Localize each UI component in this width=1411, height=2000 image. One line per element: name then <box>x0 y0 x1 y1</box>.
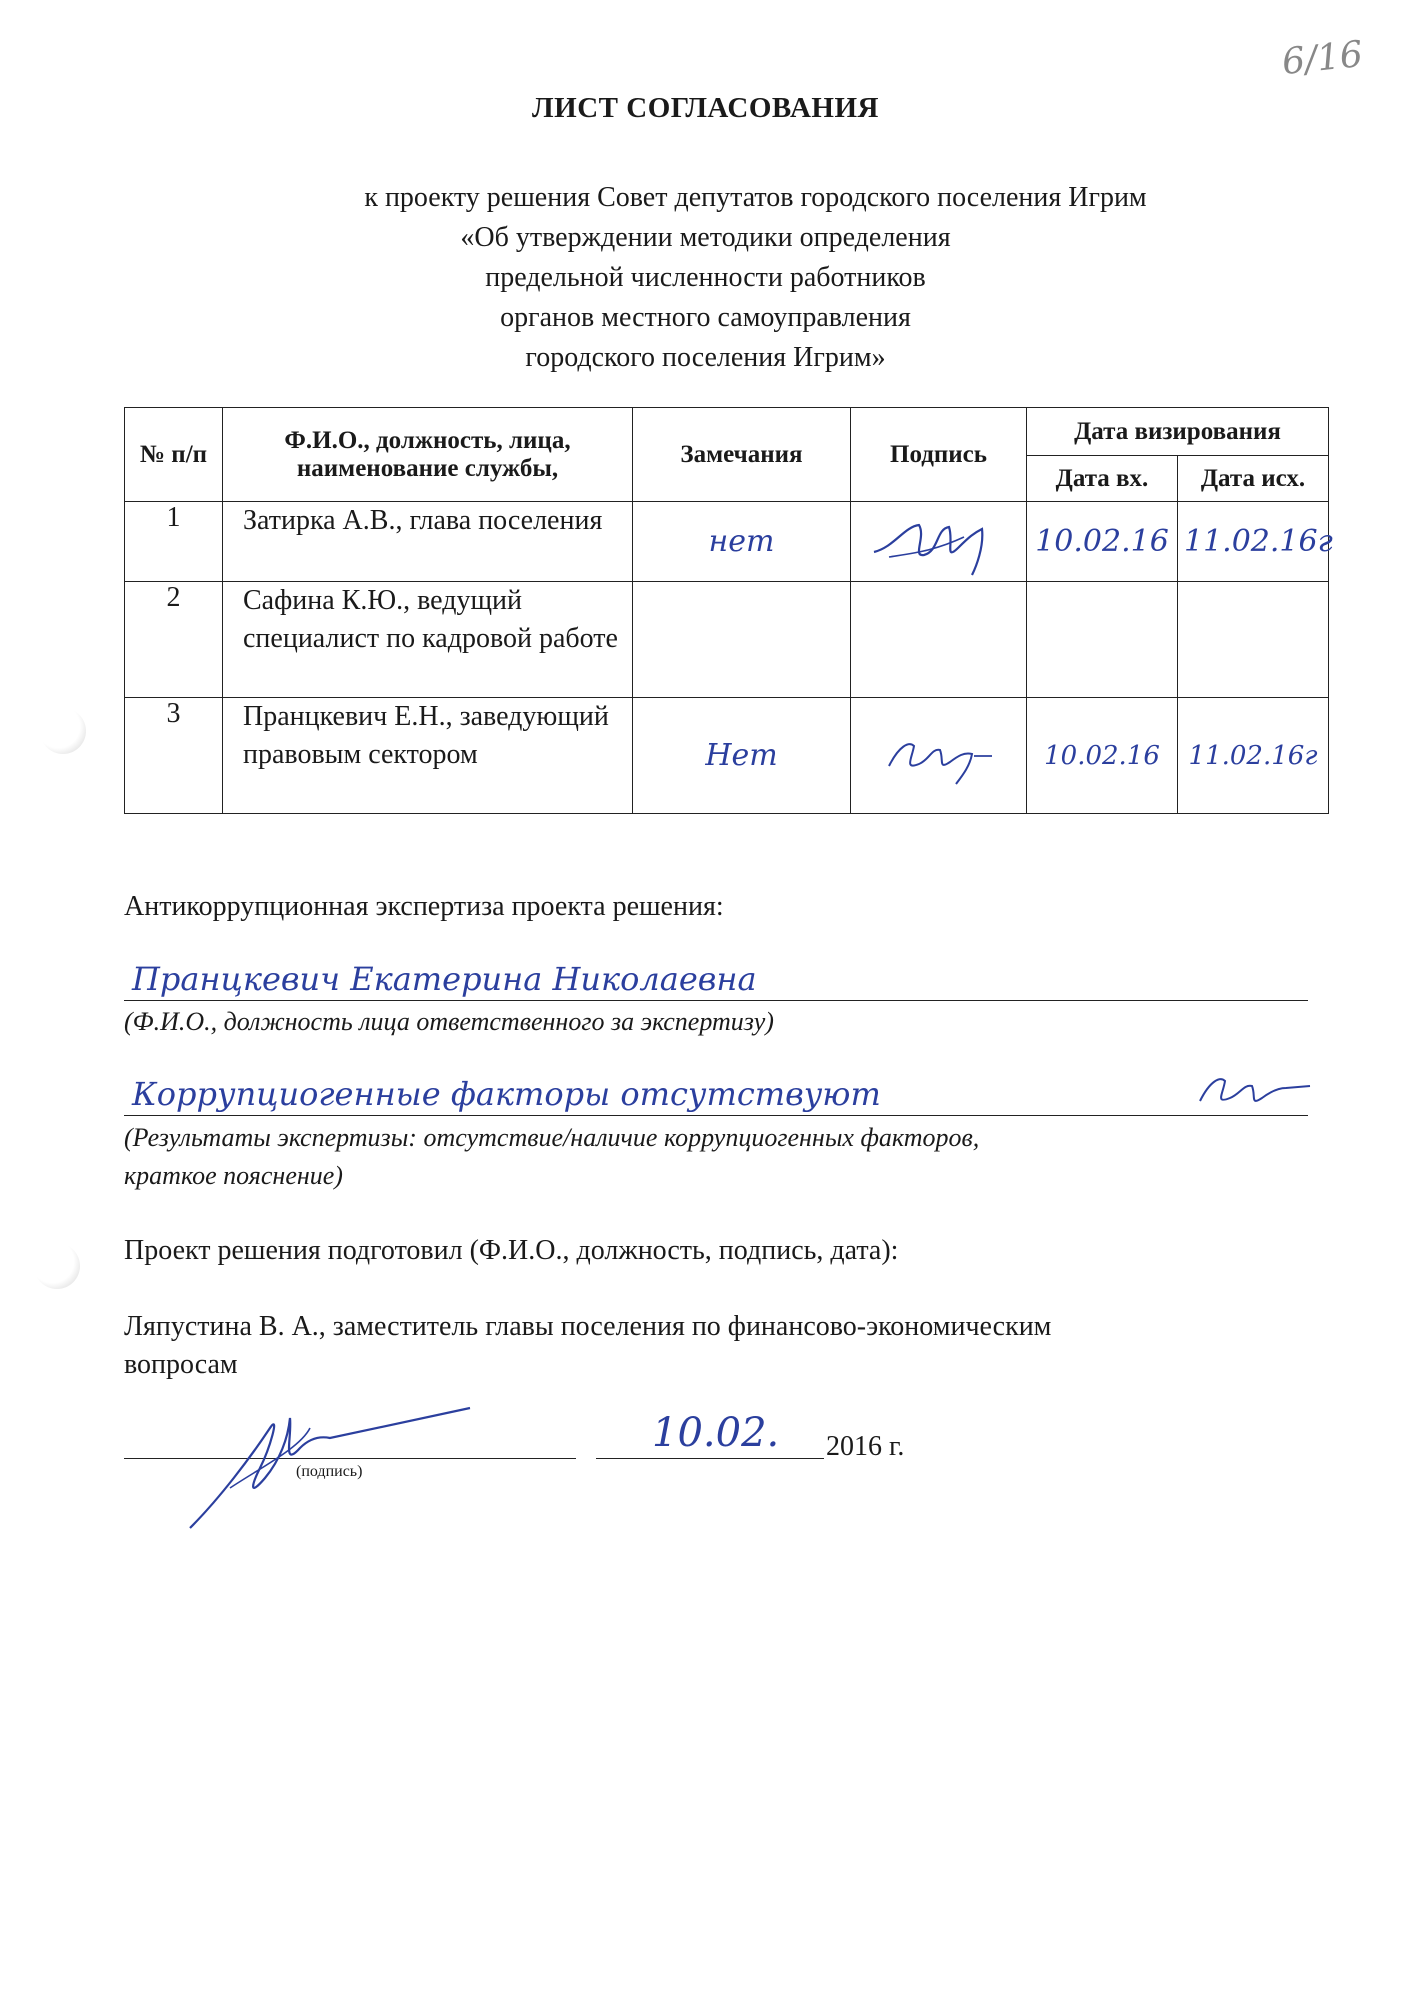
document-title: ЛИСТ СОГЛАСОВАНИЯ <box>532 92 879 124</box>
table-row <box>125 502 1329 582</box>
header-remarks: Замечания <box>633 408 851 502</box>
header-date-group: Дата визирования <box>1027 408 1329 456</box>
row-person: Затирка А.В., глава поселения <box>223 502 633 582</box>
signature-caption: (подпись) <box>296 1463 363 1480</box>
header-num: № п/п <box>125 408 223 502</box>
header-date-out: Дата исх. <box>1178 456 1329 502</box>
signature-mark <box>874 726 1004 786</box>
remarks-handwritten: нет <box>708 524 775 559</box>
header-signature: Подпись <box>851 408 1027 502</box>
row-remarks <box>633 698 851 814</box>
row-date-in <box>1027 502 1178 582</box>
date-out-handwritten: 11.02.16г <box>1188 740 1318 771</box>
row-date-in <box>1027 582 1178 698</box>
subtitle-line-3: предельной численности работников <box>485 262 926 293</box>
prepared-person-line-2: вопросам <box>124 1349 238 1380</box>
prepared-person-line-1: Ляпустина В. А., заместитель главы поселения по финансово-экономическим <box>124 1311 1052 1342</box>
subtitle-line-4: органов местного самоуправления <box>500 302 911 333</box>
prepared-heading: Проект решения подготовил (Ф.И.О., должность, подпись, дата): <box>124 1235 899 1266</box>
signature-mark <box>864 507 1014 577</box>
row-signature <box>851 502 1027 582</box>
responsible-line <box>124 1000 1308 1001</box>
subtitle-line-1: к проекту решения Совет депутатов городского поселения Игрим <box>364 182 1147 213</box>
punch-hole <box>40 708 86 754</box>
year-suffix: 2016 г. <box>826 1431 905 1462</box>
row-number: 1 <box>125 502 223 582</box>
row-date-out <box>1178 502 1333 582</box>
table-row <box>125 698 1329 814</box>
approval-table <box>124 407 1333 814</box>
results-line <box>124 1115 1308 1116</box>
anticorruption-heading: Антикоррупционная экспертиза проекта решения: <box>124 891 724 922</box>
header-date-in: Дата вх. <box>1027 456 1178 502</box>
subtitle-line-2: «Об утверждении методики определения <box>460 222 951 253</box>
results-handwritten: Коррупциогенные факторы отсутствуют <box>132 1075 881 1113</box>
results-caption-line-1: (Результаты экспертизы: отсутствие/наличие коррупциогенных факторов, <box>124 1123 980 1152</box>
row-number: 3 <box>125 698 223 814</box>
results-caption-line-2: краткое пояснение) <box>124 1161 343 1190</box>
row-signature <box>851 582 1027 698</box>
date-line <box>596 1458 824 1459</box>
responsible-person-handwritten: Пранцкевич Екатерина Николаевна <box>132 960 757 998</box>
row-date-out <box>1178 698 1329 814</box>
row-number: 2 <box>125 582 223 698</box>
row-person: Сафина К.Ю., ведущий специалист по кадровой работе <box>223 582 633 698</box>
header-person: Ф.И.О., должность, лица, наименование службы, <box>223 408 633 502</box>
page-number-note: 6/16 <box>1280 33 1365 84</box>
row-date-in <box>1027 698 1178 814</box>
date-in-handwritten: 10.02.16 <box>1044 740 1160 771</box>
row-remarks <box>633 582 851 698</box>
date-out-handwritten: 11.02.16г <box>1184 524 1333 559</box>
responsible-caption: (Ф.И.О., должность лица ответственного за экспертизу) <box>124 1007 774 1036</box>
row-person: Пранцкевич Е.Н., заведующий правовым сектором <box>223 698 633 814</box>
row-date-out <box>1178 582 1329 698</box>
date-in-handwritten: 10.02.16 <box>1035 524 1169 559</box>
remarks-handwritten: Нет <box>705 738 778 773</box>
subtitle-line-5: городского поселения Игрим» <box>525 342 886 373</box>
row-remarks <box>633 502 851 582</box>
prepared-date-handwritten: 10.02. <box>652 1410 780 1456</box>
table-row <box>125 582 1329 698</box>
punch-hole <box>34 1243 80 1289</box>
results-signature-mark <box>1190 1066 1320 1116</box>
row-signature <box>851 698 1027 814</box>
